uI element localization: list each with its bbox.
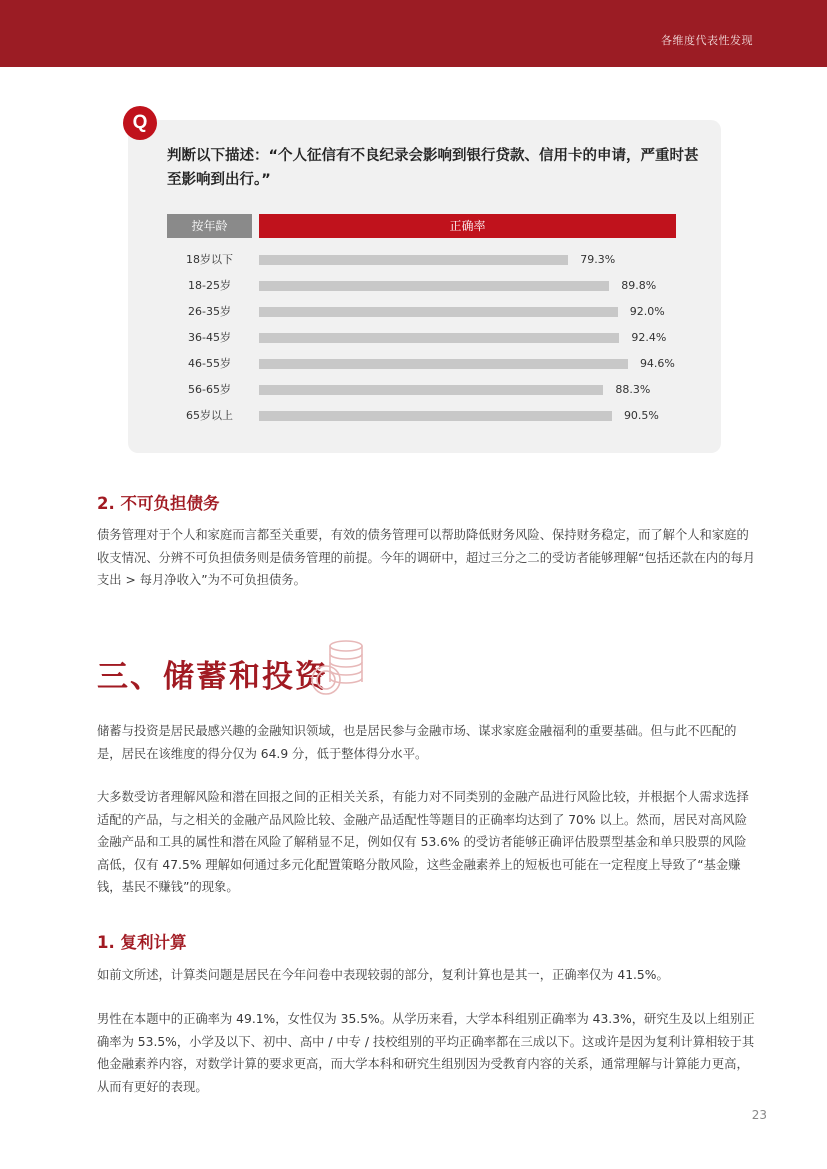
accuracy-value-label: 94.6% [639, 357, 675, 370]
accuracy-value-label: 89.8% [621, 279, 657, 292]
compound-paragraph-1: 如前文所述，计算类问题是居民在今年问卷中表现较弱的部分，复利计算也是其一，正确率仅为 41.5%。 [97, 968, 669, 982]
age-group-label: 18岁以下 [186, 253, 233, 266]
table-header-age: 按年龄 [167, 214, 252, 238]
chart-row [167, 304, 707, 320]
page-number: 23 [751, 1108, 767, 1122]
running-header-title: 各维度代表性发现 [661, 34, 753, 47]
age-group-label: 56-65岁 [188, 383, 231, 396]
debt-paragraph: 债务管理对于个人和家庭而言都至关重要，有效的债务管理可以帮助降低财务风险、保持财务稳定，而了解个人和家庭的收支情况、分辨不可负担债务则是债务管理的前提。今年的调研中，超过三分之二的受访者能够理解“包括还款在内的每月支出 > 每月净收入”为不可负担债务。 [97, 528, 756, 587]
compound-paragraph-2: 男性在本题中的正确率为 49.1%，女性仅为 35.5%。从学历来看，大学本科组别正确率为 43.3%，研究生及以上组别正确率为 53.5%，小学及以下、初中、高中 / 中专 / 技校组别的平均正确率都在三成以下。这或许是因为复利计算相较于其他金融素养内容，对数学计算的要求更高，而大学本科和研究生组别因为受教育内容的关系，通常理解与计算能力更高，从而有更好的表现。 [97, 1012, 755, 1094]
chapter-risk-paragraph: 大多数受访者理解风险和潜在回报之间的正相关关系，有能力对不同类别的金融产品进行风险比较，并根据个人需求选择适配的产品，与之相关的金融产品风险比较、金融产品适配性等题目的正确率均达到了 70% 以上。然而，居民对高风险金融产品和工具的属性和潜在风险了解稍显不足，例如仅有 53.6% 的受访者能够正确评估股票型基金和单只股票的风险高低，仅有 47.5% 理解如何通过多元化配置策略分散风险，这些金融素养上的短板也可能在一定程度上导致了“基金赚钱，基民不赚钱”的现象。 [97, 790, 749, 894]
accuracy-bar [259, 281, 609, 291]
accuracy-value-label: 92.0% [629, 305, 665, 318]
accuracy-bar [259, 333, 619, 343]
accuracy-value-label: 90.5% [623, 409, 659, 422]
coin-stack-icon [300, 636, 370, 698]
accuracy-value-label: 79.3% [580, 253, 616, 266]
age-group-label: 36-45岁 [188, 331, 231, 344]
accuracy-bar [259, 411, 612, 421]
section-heading-compound: 1. 复利计算 [97, 933, 187, 952]
accuracy-value-label: 88.3% [615, 383, 651, 396]
chart-row [167, 252, 707, 268]
header-band [0, 0, 827, 67]
chart-row [167, 330, 707, 346]
age-group-label: 46-55岁 [188, 357, 231, 370]
age-group-label: 65岁以上 [186, 409, 233, 422]
accuracy-value-label: 92.4% [631, 331, 667, 344]
accuracy-bar [259, 385, 603, 395]
question-badge-icon: Q [123, 106, 157, 140]
table-header-rate: 正确率 [259, 214, 676, 238]
chart-row [167, 382, 707, 398]
question-text: 判断以下描述：“个人征信有不良纪录会影响到银行贷款、信用卡的申请，严重时甚至影响到出行。” [167, 148, 699, 188]
accuracy-bar [259, 359, 628, 369]
accuracy-bar [259, 255, 568, 265]
chart-row [167, 278, 707, 294]
chart-row [167, 408, 707, 424]
accuracy-bar [259, 307, 618, 317]
chapter-intro-paragraph: 储蓄与投资是居民最感兴趣的金融知识领域，也是居民参与金融市场、谋求家庭金融福利的重要基础。但与此不匹配的是，居民在该维度的得分仅为 64.9 分，低于整体得分水平。 [97, 724, 737, 761]
chapter-title: 三、储蓄和投资 [97, 659, 328, 695]
age-group-label: 26-35岁 [188, 305, 231, 318]
chart-row [167, 356, 707, 372]
age-group-label: 18-25岁 [188, 279, 231, 292]
section-heading-debt: 2. 不可负担债务 [97, 494, 220, 513]
